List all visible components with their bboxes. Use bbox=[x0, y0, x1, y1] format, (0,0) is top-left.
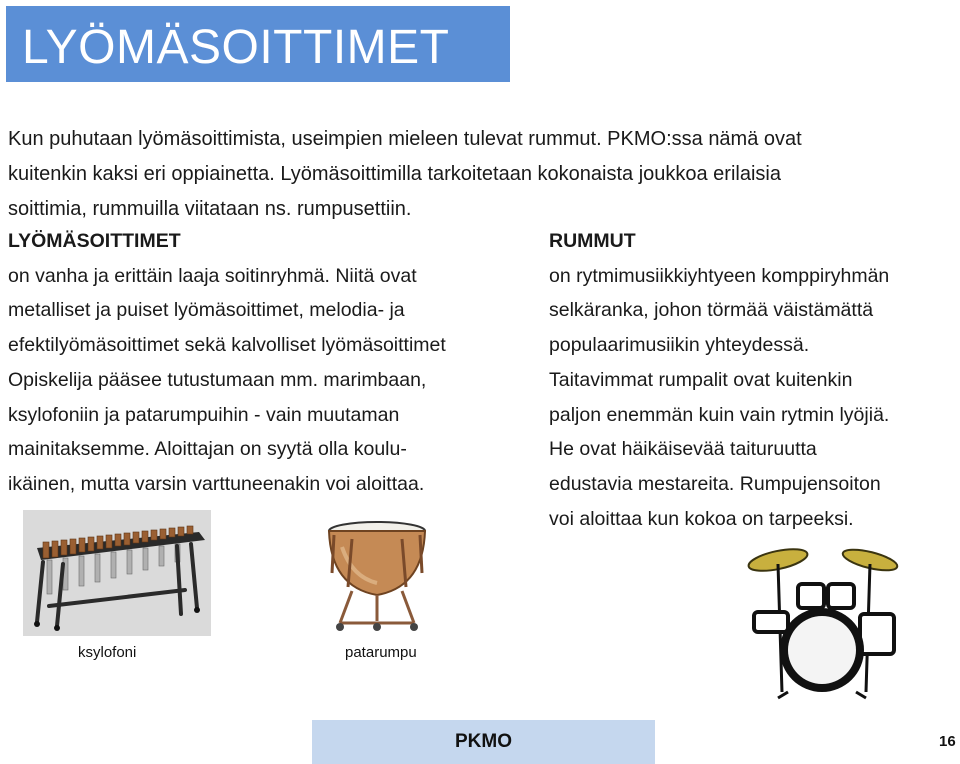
timpani-image bbox=[322, 517, 432, 637]
drums-line: Taitavimmat rumpalit ovat kuitenkin bbox=[549, 368, 853, 391]
percussion-line: Opiskelija pääsee tutustumaan mm. marimbaan, bbox=[8, 368, 427, 391]
percussion-line: efektilyömäsoittimet sekä kalvolliset lyömäsoittimet bbox=[8, 334, 446, 357]
intro-line: Kun puhutaan lyömäsoittimista, useimpien mieleen tulevat rummut. PKMO:ssa nämä ovat bbox=[8, 128, 802, 150]
timpani-caption: patarumpu bbox=[345, 644, 417, 661]
intro-line: soittimia, rummuilla viitataan ns. rumpusettiin. bbox=[8, 198, 412, 220]
title-band bbox=[6, 6, 510, 82]
percussion-column bbox=[8, 224, 446, 502]
intro-line: kuitenkin kaksi eri oppiainetta. Lyömäsoittimilla tarkoitetaan kokonaista joukkoa erilaisia bbox=[8, 163, 781, 185]
xylophone-caption: ksylofoni bbox=[78, 644, 137, 661]
slide-title: LYÖMÄSOITTIMET bbox=[22, 21, 450, 74]
footer-label: PKMO bbox=[455, 731, 512, 752]
drums-line: on rytmimusiikkiyhtyeen komppiryhmän bbox=[549, 264, 890, 287]
percussion-line: ikäinen, mutta varsin varttuneenakin voi aloittaa. bbox=[8, 472, 425, 495]
drums-column bbox=[549, 224, 889, 536]
page-number: 16 bbox=[939, 733, 956, 750]
drums-line: edustavia mestareita. Rumpujensoiton bbox=[549, 472, 881, 495]
drums-line: voi aloittaa kun kokoa on tarpeeksi. bbox=[549, 507, 854, 530]
percussion-heading: LYÖMÄSOITTIMET bbox=[8, 230, 181, 252]
drums-line: populaarimusiikin yhteydessä. bbox=[549, 334, 810, 357]
percussion-line: ksylofoniin ja patarumpuihin - vain muutaman bbox=[8, 403, 400, 426]
drums-line: He ovat häikäisevää taituruutta bbox=[549, 438, 817, 461]
drums-line: selkäranka, johon törmää väistämättä bbox=[549, 299, 874, 322]
intro-paragraph bbox=[8, 122, 928, 227]
drum-set-image bbox=[738, 542, 908, 700]
footer-band bbox=[312, 720, 655, 764]
drums-line: paljon enemmän kuin vain rytmin lyöjiä. bbox=[549, 403, 890, 426]
percussion-line: mainitaksemme. Aloittajan on syytä olla koulu- bbox=[8, 438, 407, 461]
drums-heading: RUMMUT bbox=[549, 230, 636, 252]
percussion-line: on vanha ja erittäin laaja soitinryhmä. Niitä ovat bbox=[8, 264, 417, 287]
xylophone-image bbox=[23, 510, 211, 636]
percussion-line: metalliset ja puiset lyömäsoittimet, melodia- ja bbox=[8, 299, 405, 322]
